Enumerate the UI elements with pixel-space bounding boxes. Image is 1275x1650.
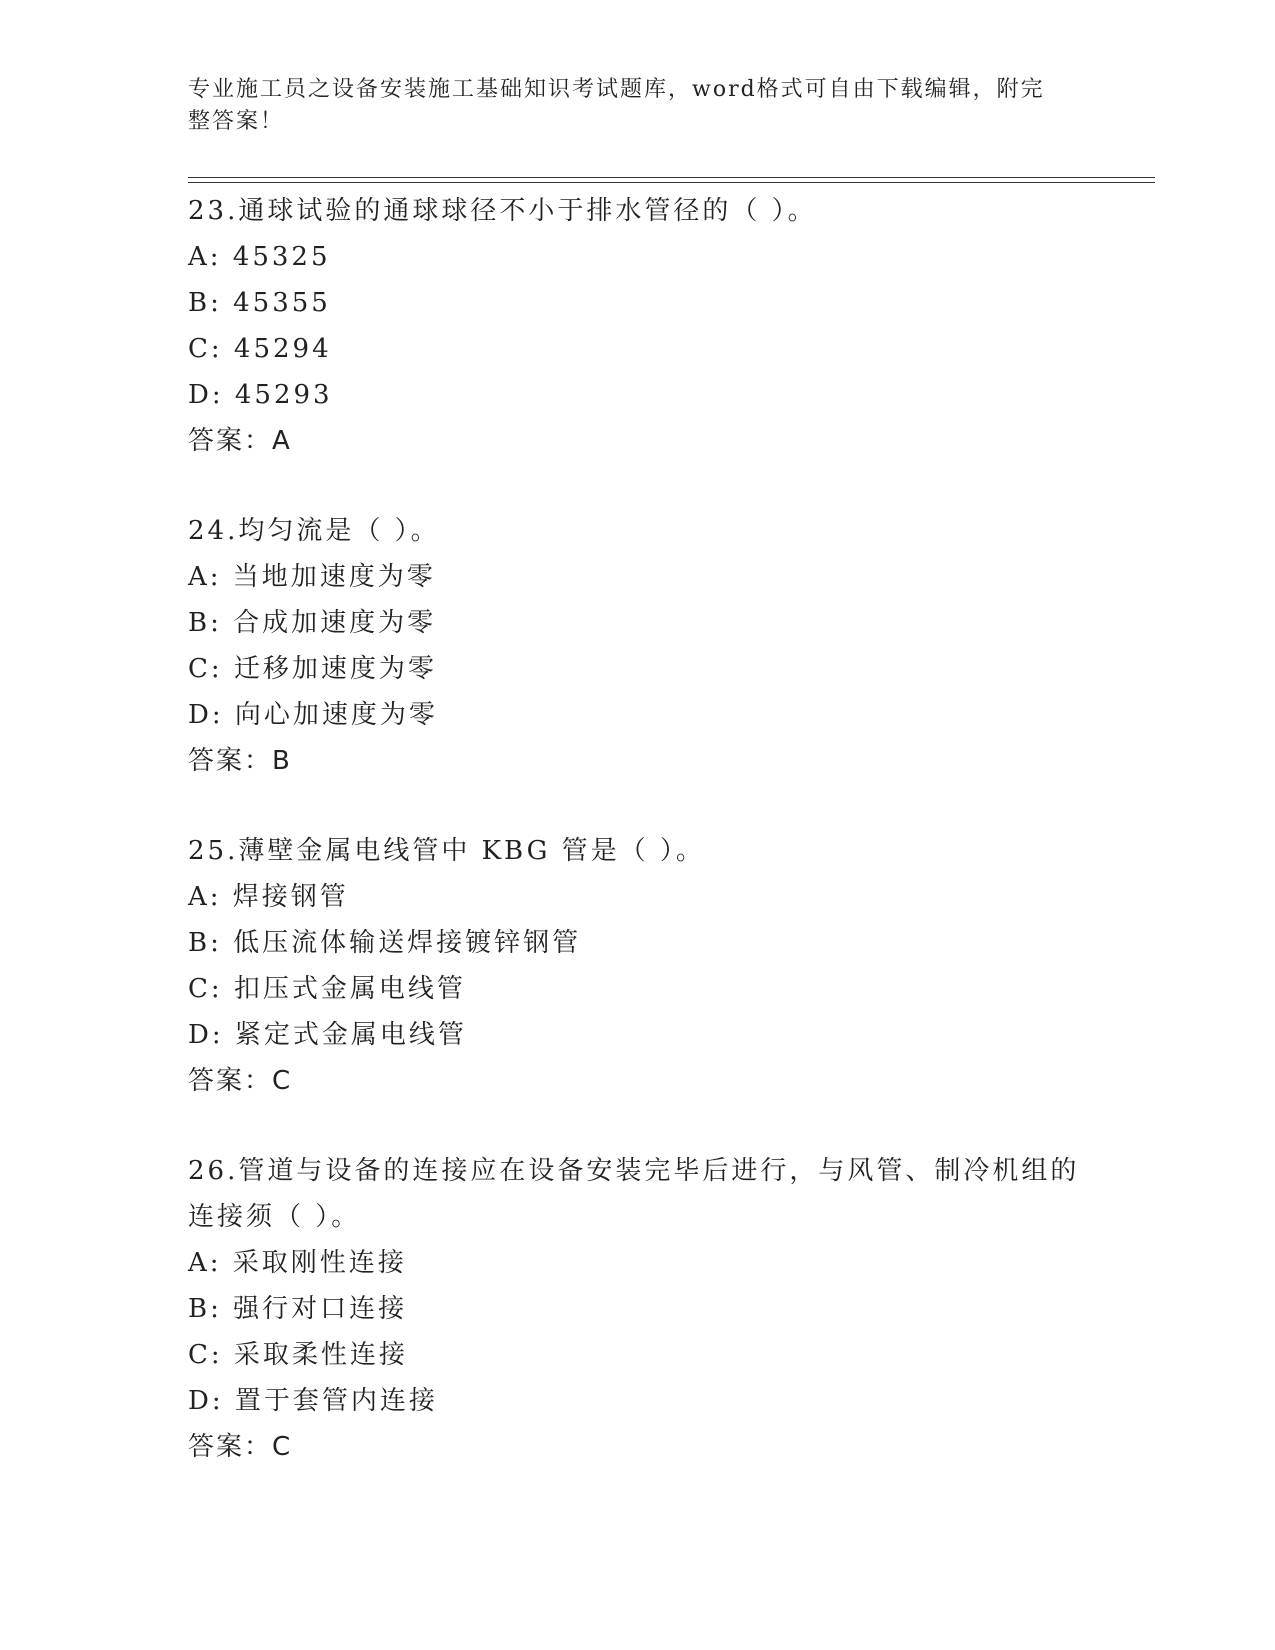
option-a: A: 当地加速度为零 [188,562,436,592]
option-c: C: 45294 [188,334,332,364]
option-b: B: 合成加速度为零 [188,608,437,638]
question-text: 26.管道与设备的连接应在设备安装完毕后进行，与风管、制冷机组的连接须（ ）。 [188,1156,1080,1232]
question-text: 25.薄壁金属电线管中 KBG 管是（ ）。 [188,836,705,866]
option-c: C: 采取柔性连接 [188,1340,408,1370]
header-divider-bottom [188,182,1155,183]
option-d: D: 置于套管内连接 [188,1386,438,1416]
question-text: 23.通球试验的通球球径不小于排水管径的（ ）。 [188,196,817,226]
option-a: A: 焊接钢管 [188,882,349,912]
question-text: 24.均匀流是（ ）。 [188,516,440,546]
answer: 答案：A [188,426,292,456]
option-c: C: 扣压式金属电线管 [188,974,466,1004]
option-d: D: 紧定式金属电线管 [188,1020,467,1050]
option-d: D: 45293 [188,380,333,410]
question-25 [188,828,1088,1104]
option-c: C: 迁移加速度为零 [188,654,437,684]
answer: 答案：C [188,1066,293,1096]
question-23 [188,188,1088,464]
question-26 [188,1148,1088,1470]
option-b: B: 强行对口连接 [188,1294,408,1324]
answer: 答案：C [188,1432,293,1462]
header-divider-top [188,177,1155,178]
question-24 [188,508,1088,784]
option-a: A: 采取刚性连接 [188,1248,407,1278]
option-d: D: 向心加速度为零 [188,700,438,730]
question-list [188,188,1088,1514]
answer: 答案：B [188,746,292,776]
option-b: B: 低压流体输送焊接镀锌钢管 [188,928,582,958]
option-a: A: 45325 [188,242,331,272]
document-header: 专业施工员之设备安装施工基础知识考试题库，word格式可自由下载编辑，附完整答案！ [188,77,1045,134]
option-b: B: 45355 [188,288,331,318]
